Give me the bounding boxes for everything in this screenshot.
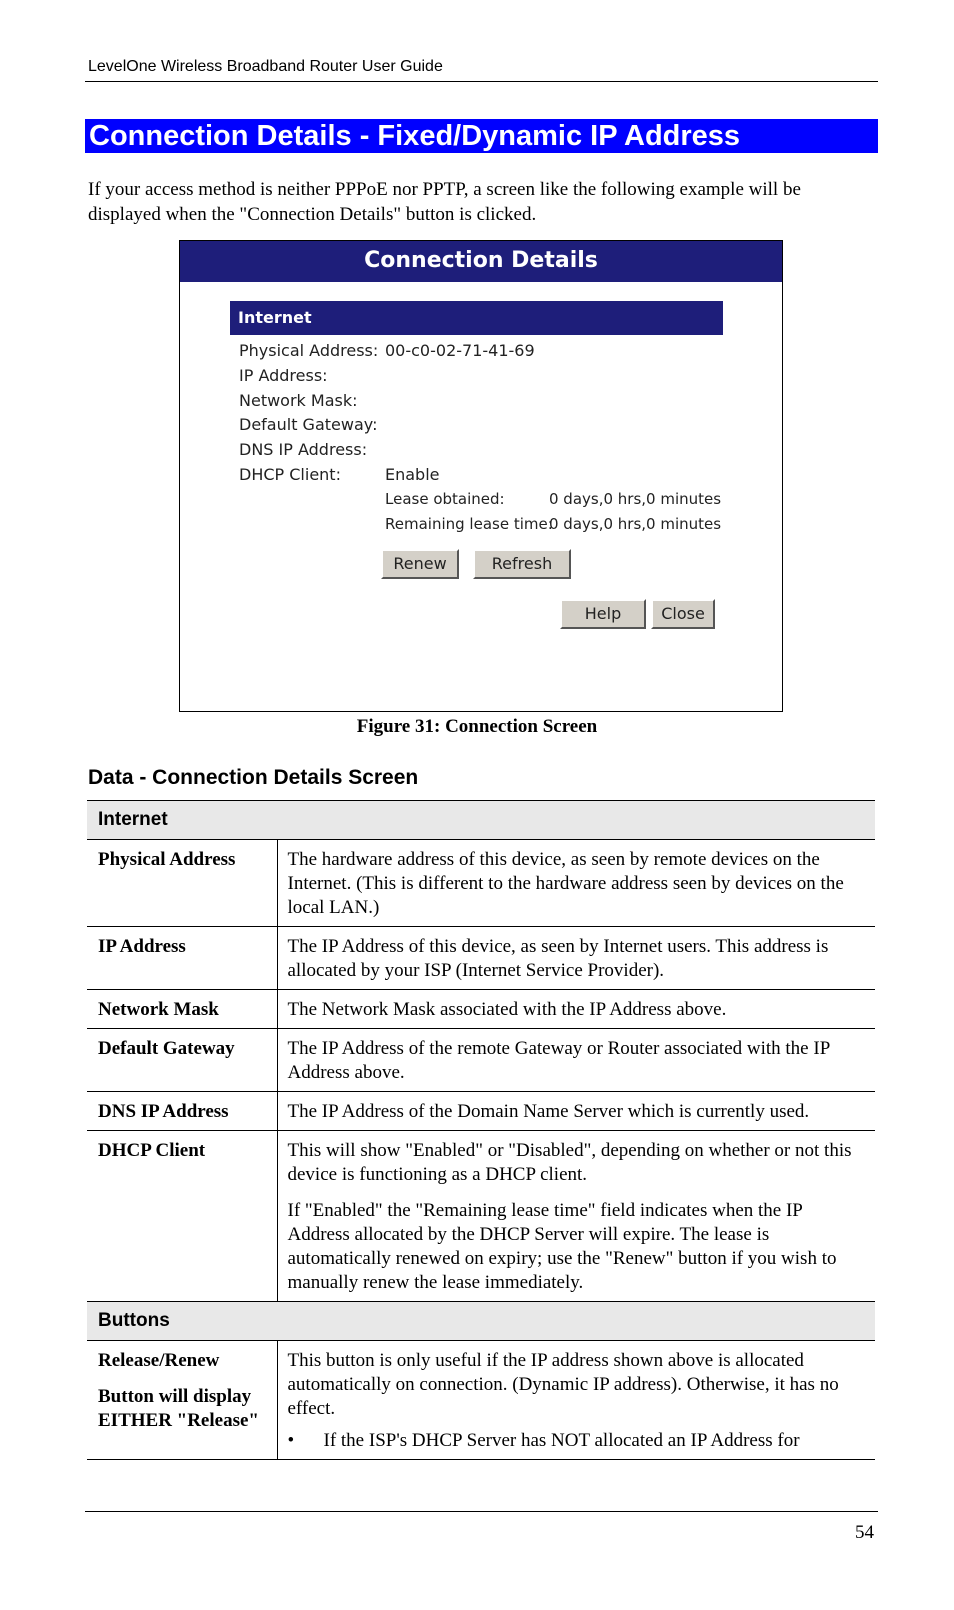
row-term: IP Address (87, 927, 277, 990)
table-row (87, 1341, 875, 1460)
row-term: Physical Address (87, 840, 277, 927)
field-network-mask (239, 391, 385, 410)
field-value: 00-c0-02-71-41-69 (385, 341, 535, 360)
bullet-icon: • (287, 1430, 295, 1451)
bullet-text: If the ISP's DHCP Server has NOT allocated an IP Address for (323, 1430, 800, 1451)
screen-title: Connection Details (180, 241, 782, 282)
field-ip-address (239, 366, 385, 385)
lease-value: 0 days,0 hrs,0 minutes (549, 490, 722, 508)
help-button[interactable]: Help (560, 599, 646, 629)
field-value: Enable (385, 465, 440, 484)
row-description: The hardware address of this device, as seen by remote devices on the Internet. (This is different to the hardware address seen by devices on the local LAN.) (277, 840, 875, 927)
connection-details-screenshot (179, 240, 783, 712)
row-term: DHCP Client (87, 1131, 277, 1302)
close-button[interactable]: Close (651, 599, 715, 629)
page-number: 54 (855, 1522, 874, 1543)
bullet-item (288, 1429, 866, 1453)
footer-rule (85, 1511, 878, 1512)
data-table (87, 800, 875, 1460)
field-dns-ip-address (239, 440, 385, 459)
group-header-row (87, 801, 875, 840)
row-description: The IP Address of the Domain Name Server which is currently used. (277, 1092, 875, 1131)
refresh-button[interactable]: Refresh (473, 549, 571, 579)
section-title: Connection Details - Fixed/Dynamic IP Address (85, 119, 878, 153)
row-description (277, 1131, 875, 1302)
field-label: DHCP Client: (239, 465, 341, 484)
row-description: The Network Mask associated with the IP Address above. (277, 990, 875, 1029)
table-row (87, 1092, 875, 1131)
field-label: IP Address: (239, 366, 328, 385)
field-physical-address (239, 341, 535, 360)
lease-label: Remaining lease time: (385, 515, 553, 533)
row-description (277, 1341, 875, 1460)
field-label: Default Gateway: (239, 415, 378, 434)
row-description: The IP Address of the remote Gateway or Router associated with the IP Address above. (277, 1029, 875, 1092)
description-paragraph: This will show "Enabled" or "Disabled", depending on whether or not this device is functioning as a DHCP client. (287, 1140, 852, 1185)
figure-caption: Figure 31: Connection Screen (356, 716, 598, 737)
renew-button[interactable]: Renew (381, 549, 459, 579)
row-term: Network Mask (87, 990, 277, 1029)
row-term (87, 1341, 277, 1460)
running-header: LevelOne Wireless Broadband Router User Guide (88, 58, 443, 75)
intro-paragraph: If your access method is neither PPPoE nor PPTP, a screen like the following example will be displayed when the "Connection Details" button is clicked. (88, 179, 801, 225)
field-label: DNS IP Address: (239, 440, 368, 459)
lease-label: Lease obtained: (385, 490, 505, 508)
header-rule (85, 81, 878, 82)
internet-group-bar: Internet (230, 301, 723, 335)
description-paragraph: If "Enabled" the "Remaining lease time" field indicates when the IP Address allocated by the DHCP Server will expire. The lease is automatically renewed on expiry; use the "Renew" button if you wish to manually renew the lease immediately. (287, 1200, 837, 1293)
data-section-title: Data - Connection Details Screen (88, 766, 419, 789)
description-paragraph: This button is only useful if the IP address shown above is allocated automatically on connection. (Dynamic IP address). Otherwise, it has no effect. (287, 1350, 839, 1419)
group-heading-internet: Internet (87, 801, 875, 840)
table-row (87, 927, 875, 990)
table-row (87, 1029, 875, 1092)
term-line: Release/Renew (98, 1350, 220, 1371)
field-label: Physical Address: (239, 341, 379, 360)
term-line: Button will display EITHER "Release" (98, 1386, 259, 1431)
group-heading-buttons: Buttons (87, 1302, 875, 1341)
row-term: Default Gateway (87, 1029, 277, 1092)
lease-obtained (385, 490, 721, 508)
group-header-row (87, 1302, 875, 1341)
row-term: DNS IP Address (87, 1092, 277, 1131)
table-row (87, 840, 875, 927)
table-row (87, 990, 875, 1029)
field-dhcp-client (239, 465, 440, 484)
row-description: The IP Address of this device, as seen by Internet users. This address is allocated by your ISP (Internet Service Provider). (277, 927, 875, 990)
field-default-gateway (239, 415, 385, 434)
field-label: Network Mask: (239, 391, 358, 410)
table-row (87, 1131, 875, 1302)
lease-value: 0 days,0 hrs,0 minutes (549, 515, 722, 533)
lease-remaining (385, 515, 721, 533)
